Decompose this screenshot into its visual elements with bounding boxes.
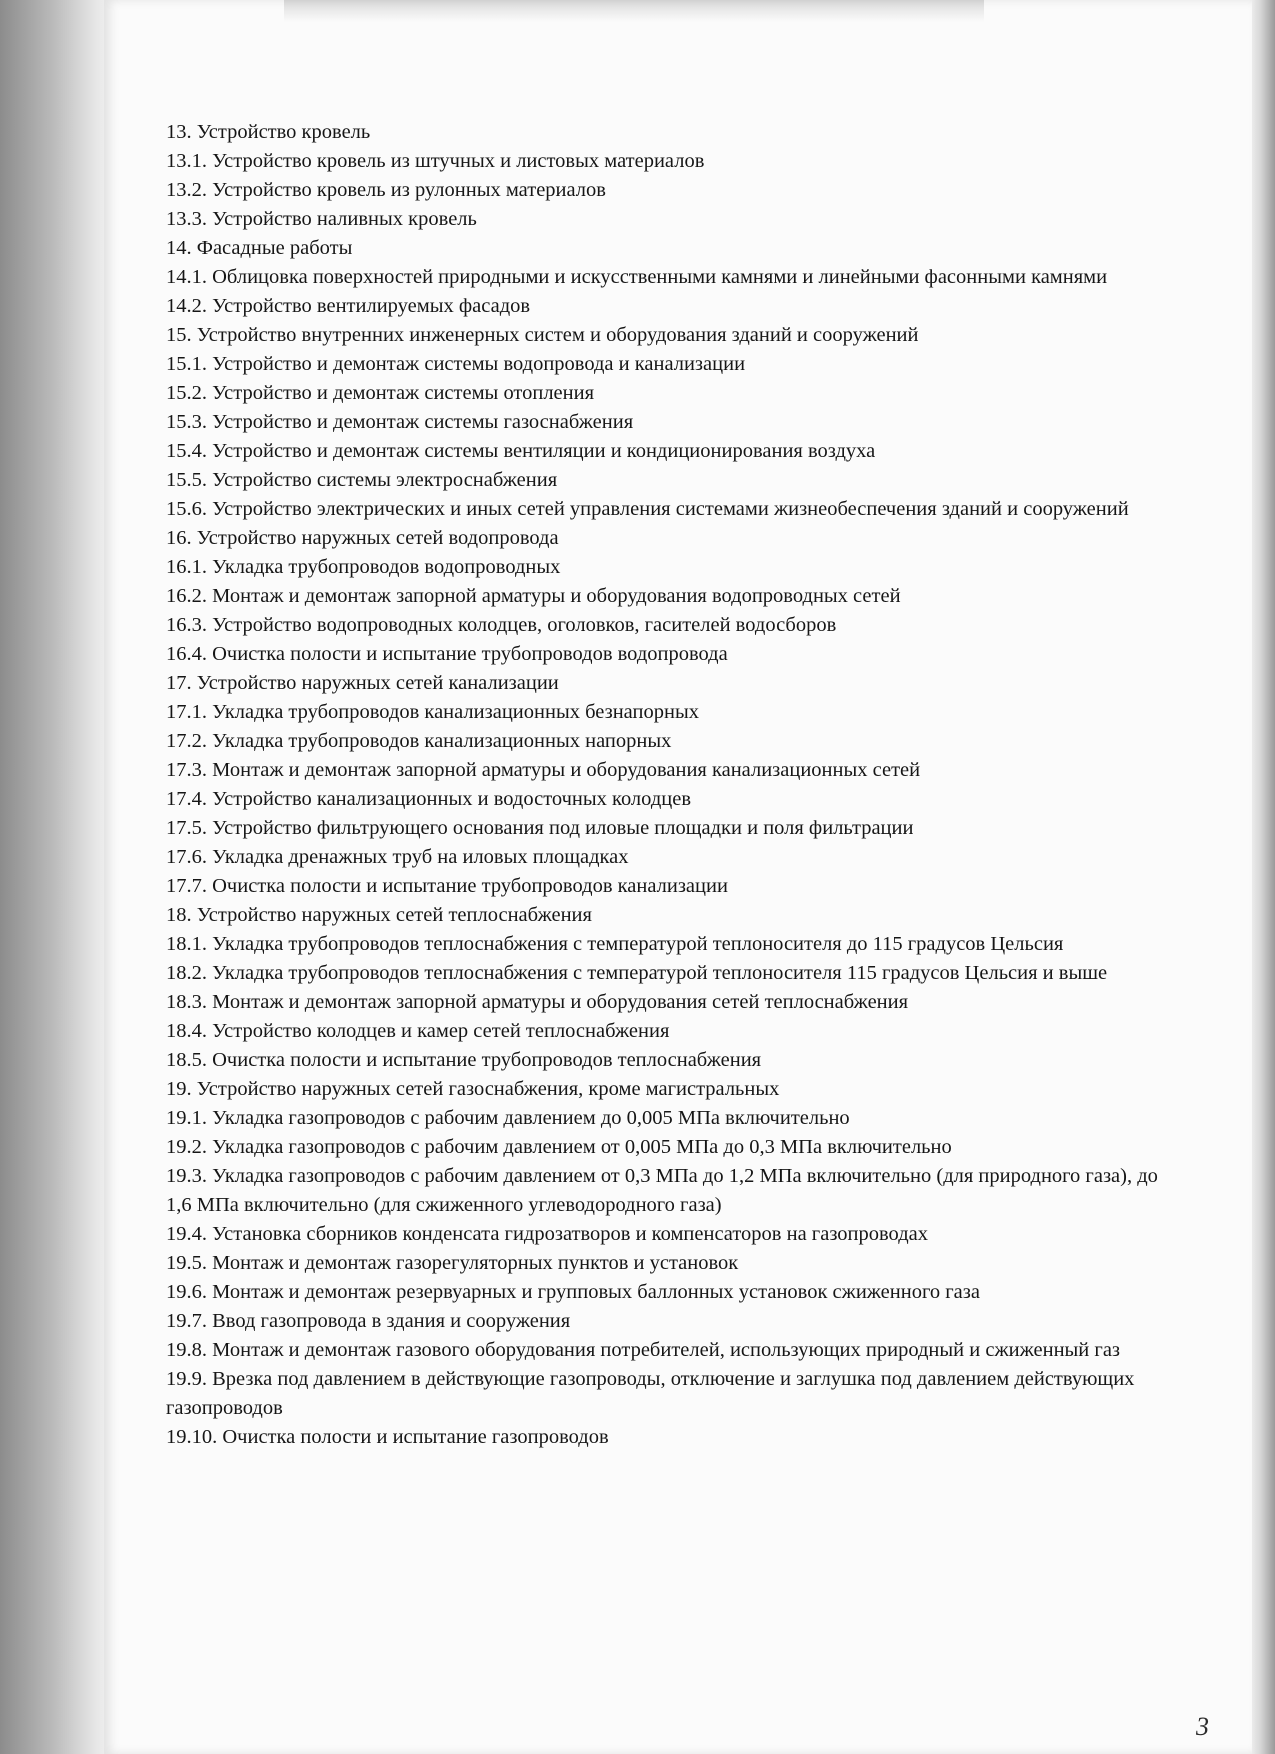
list-item: 19.10. Очистка полости и испытание газопроводов — [166, 1426, 609, 1448]
list-item: 18.4. Устройство колодцев и камер сетей теплоснабжения — [166, 1020, 670, 1042]
list-item: 15. Устройство внутренних инженерных систем и оборудования зданий и сооружений — [166, 324, 919, 346]
list-item: 13.1. Устройство кровель из штучных и листовых материалов — [166, 150, 705, 172]
list-item: 15.5. Устройство системы электроснабжения — [166, 469, 558, 491]
list-item: 19.8. Монтаж и демонтаж газового оборудования потребителей, использующих природный и сжиженный газ — [166, 1339, 1121, 1361]
list-item: 16.1. Укладка трубопроводов водопроводных — [166, 556, 561, 578]
list-item: 17.1. Укладка трубопроводов канализационных безнапорных — [166, 701, 699, 723]
list-item: 16.4. Очистка полости и испытание трубопроводов водопровода — [166, 643, 728, 665]
list-item: 14. Фасадные работы — [166, 237, 353, 259]
list-item: 18.2. Укладка трубопроводов теплоснабжения с температурой теплоносителя 115 градусов Цельсия и выше — [166, 962, 1108, 984]
list-item: 19.4. Установка сборников конденсата гидрозатворов и компенсаторов на газопроводах — [166, 1223, 928, 1245]
list-item: 18.1. Укладка трубопроводов теплоснабжения с температурой теплоносителя до 115 градусов Цельсия — [166, 933, 1064, 955]
list-item: 17.2. Укладка трубопроводов канализационных напорных — [166, 730, 672, 752]
list-item: 14.1. Облицовка поверхностей природными и искусственными камнями и линейными фасонными камнями — [166, 266, 1108, 288]
list-item: 15.4. Устройство и демонтаж системы вентиляции и кондиционирования воздуха — [166, 440, 876, 462]
list-item: 17.7. Очистка полости и испытание трубопроводов канализации — [166, 875, 728, 897]
list-item: 17.5. Устройство фильтрующего основания под иловые площадки и поля фильтрации — [166, 817, 914, 839]
list-item: 13. Устройство кровель — [166, 121, 371, 143]
list-item: 16. Устройство наружных сетей водопровода — [166, 527, 559, 549]
list-item: 17.3. Монтаж и демонтаж запорной арматуры и оборудования канализационных сетей — [166, 759, 921, 781]
list-item: 19.1. Укладка газопроводов с рабочим давлением до 0,005 МПа включительно — [166, 1107, 850, 1129]
list-item: 16.2. Монтаж и демонтаж запорной арматуры и оборудования водопроводных сетей — [166, 585, 901, 607]
list-item: 13.3. Устройство наливных кровель — [166, 208, 477, 230]
list-item: 14.2. Устройство вентилируемых фасадов — [166, 295, 531, 317]
list-item: 15.2. Устройство и демонтаж системы отопления — [166, 382, 595, 404]
list-item: 15.6. Устройство электрических и иных сетей управления системами жизнеобеспечения зданий и сооружений — [166, 498, 1129, 520]
list-item: 19.5. Монтаж и демонтаж газорегуляторных пунктов и установок — [166, 1252, 739, 1274]
list-item: 19.6. Монтаж и демонтаж резервуарных и групповых баллонных установок сжиженного газа — [166, 1281, 980, 1303]
list-item: 18.3. Монтаж и демонтаж запорной арматуры и оборудования сетей теплоснабжения — [166, 991, 909, 1013]
list-item: 17.4. Устройство канализационных и водосточных колодцев — [166, 788, 691, 810]
list-item: 15.3. Устройство и демонтаж системы газоснабжения — [166, 411, 634, 433]
scan-top-shadow — [284, 0, 984, 22]
list-item: 18. Устройство наружных сетей теплоснабжения — [166, 904, 592, 926]
list-item: 18.5. Очистка полости и испытание трубопроводов теплоснабжения — [166, 1049, 762, 1071]
list-item: 15.1. Устройство и демонтаж системы водопровода и канализации — [166, 353, 746, 375]
scan-left-edge — [0, 0, 112, 1754]
scan-right-edge — [1250, 0, 1275, 1754]
page-number: 3 — [1196, 1712, 1209, 1741]
list-item: 19.9. Врезка под давлением в действующие газопроводы, отключение и заглушка под давлением действующих газопроводов — [166, 1368, 1135, 1419]
list-item: 16.3. Устройство водопроводных колодцев, оголовков, гасителей водосборов — [166, 614, 837, 636]
list-item: 19.3. Укладка газопроводов с рабочим давлением от 0,3 МПа до 1,2 МПа включительно (для природного газа), до 1,6 МПа включительно (для сжиженного углеводородного газа) — [166, 1165, 1158, 1216]
list-item: 17. Устройство наружных сетей канализации — [166, 672, 559, 694]
work-types-list — [166, 118, 1166, 1452]
list-item: 19. Устройство наружных сетей газоснабжения, кроме магистральных — [166, 1078, 780, 1100]
list-item: 17.6. Укладка дренажных труб на иловых площадках — [166, 846, 629, 868]
list-item: 19.2. Укладка газопроводов с рабочим давлением от 0,005 МПа до 0,3 МПа включительно — [166, 1136, 952, 1158]
list-item: 13.2. Устройство кровель из рулонных материалов — [166, 179, 606, 201]
list-item: 19.7. Ввод газопровода в здания и сооружения — [166, 1310, 571, 1332]
